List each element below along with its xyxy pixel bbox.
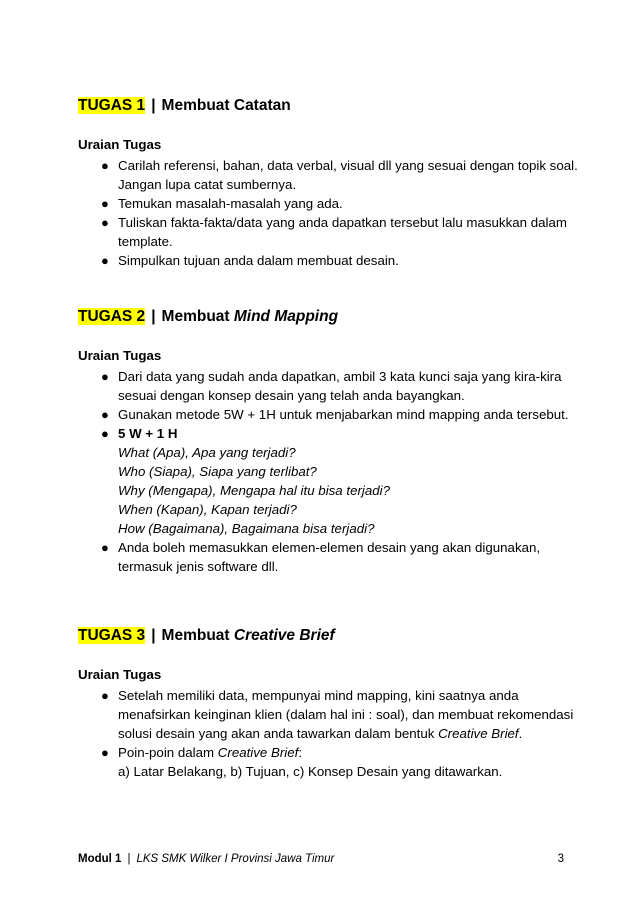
- footer-separator: |: [127, 853, 131, 865]
- list-item: ● Poin-poin dalam Creative Brief: a) Latar Belakang, b) Tujuan, c) Konsep Desain yang ditawarkan.: [78, 743, 578, 781]
- tugas-2-list: [78, 367, 578, 576]
- tugas-1-title: Membuat Catatan: [161, 97, 291, 114]
- list-item: [78, 424, 578, 538]
- tugas-1-section: [78, 96, 578, 270]
- tugas-3-tag: TUGAS 3: [78, 627, 146, 644]
- bullet-icon: ●: [101, 196, 109, 211]
- list-item: ● Tuliskan fakta-fakta/data yang anda dapatkan tersebut lalu masukkan dalam template.: [101, 215, 567, 249]
- bullet-icon: ●: [101, 158, 109, 173]
- bullet-icon: ●: [101, 688, 109, 703]
- tugas-2-heading: [78, 307, 578, 327]
- heading-separator: |: [151, 627, 156, 644]
- 5w1h-line: Who (Siapa), Siapa yang terlibat?: [118, 464, 317, 479]
- uraian-tugas-label: Uraian Tugas: [78, 137, 162, 152]
- tugas-1-list: [78, 156, 578, 270]
- 5w1h-line: When (Kapan), Kapan terjadi?: [118, 502, 297, 517]
- bullet-icon: ●: [101, 745, 109, 760]
- uraian-tugas-label: Uraian Tugas: [78, 348, 162, 363]
- tugas-2-title-italic: Mind Mapping: [233, 308, 339, 325]
- uraian-tugas-label: Uraian Tugas: [78, 667, 162, 682]
- tugas-1-tag: TUGAS 1: [78, 97, 146, 114]
- list-item: ● Temukan masalah-masalah yang ada.: [101, 196, 343, 211]
- tugas-3-list: [78, 686, 578, 781]
- tugas-3-section: [78, 626, 578, 781]
- list-item: ● Setelah memiliki data, mempunyai mind mapping, kini saatnya anda menafsirkan keinginan klien (dalam hal ini : soal), dan membuat rekomendasi solusi desain yang akan anda tawarkan dalam bentuk Creative Brief.: [101, 688, 574, 741]
- list-item: ● Carilah referensi, bahan, data verbal, visual dll yang sesuai dengan topik soal. Jangan lupa catat sumbernya.: [101, 158, 578, 192]
- 5w1h-line: Why (Mengapa), Mengapa hal itu bisa terjadi?: [118, 483, 390, 498]
- bullet-icon: ●: [101, 540, 109, 555]
- bullet-icon: ●: [101, 215, 109, 230]
- footer-description: LKS SMK Wilker I Provinsi Jawa Timur: [136, 853, 335, 865]
- list-item: ● Dari data yang sudah anda dapatkan, ambil 3 kata kunci saja yang kira-kira sesuai dengan konsep desain yang telah anda bayangkan.: [101, 369, 562, 403]
- 5w1h-line: What (Apa), Apa yang terjadi?: [118, 445, 296, 460]
- bullet-icon: ●: [101, 407, 109, 422]
- bullet-icon: ●: [101, 369, 109, 384]
- heading-separator: |: [151, 308, 156, 325]
- page-number: 3: [557, 853, 564, 865]
- page-footer: [78, 851, 564, 867]
- tugas-3-title: Membuat: [161, 627, 234, 644]
- tugas-1-heading: [78, 96, 578, 116]
- footer-module: Modul 1: [78, 853, 122, 865]
- tugas-2-section: [78, 307, 578, 576]
- creative-brief-points: a) Latar Belakang, b) Tujuan, c) Konsep Desain yang ditawarkan.: [118, 764, 503, 779]
- bullet-icon: ●: [101, 253, 109, 268]
- list-item: ● Gunakan metode 5W + 1H untuk menjabarkan mind mapping anda tersebut.: [101, 407, 569, 422]
- tugas-2-title: Membuat: [161, 308, 234, 325]
- tugas-2-tag: TUGAS 2: [78, 308, 146, 325]
- list-item: ● Anda boleh memasukkan elemen-elemen desain yang akan digunakan, termasuk jenis software dll.: [101, 540, 541, 574]
- 5w1h-line: How (Bagaimana), Bagaimana bisa terjadi?: [118, 521, 375, 536]
- tugas-3-title-italic: Creative Brief: [233, 627, 335, 644]
- 5w1h-heading: 5 W + 1 H: [118, 426, 178, 441]
- tugas-3-heading: [78, 626, 578, 646]
- list-item: ● Simpulkan tujuan anda dalam membuat desain.: [101, 253, 399, 268]
- heading-separator: |: [151, 97, 156, 114]
- bullet-icon: ●: [101, 426, 109, 441]
